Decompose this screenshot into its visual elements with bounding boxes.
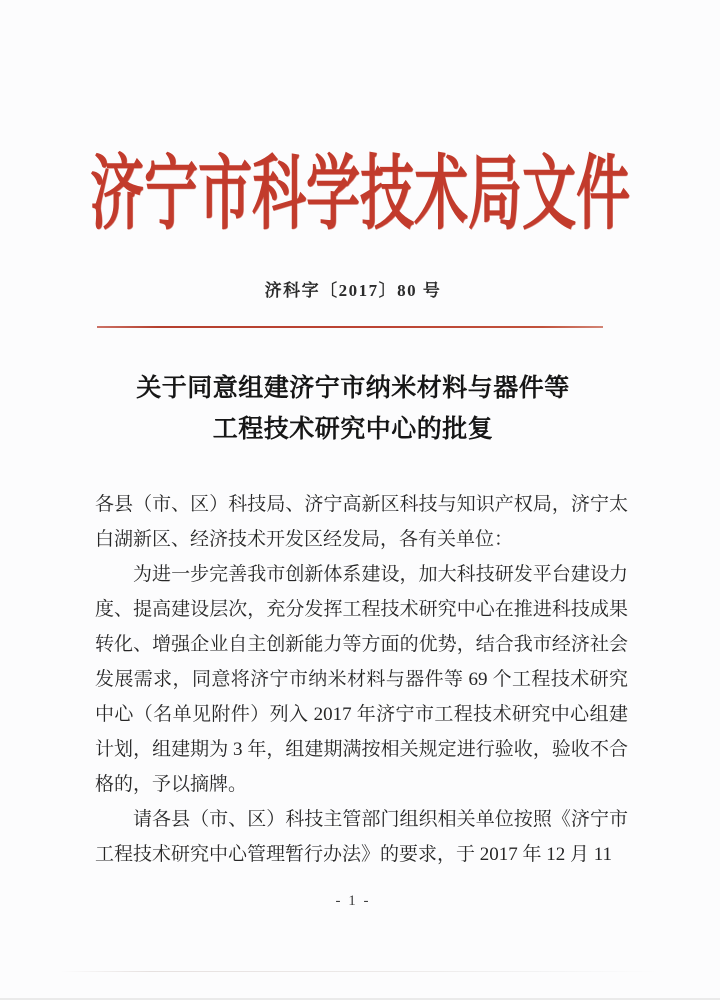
letterhead — [0, 128, 720, 246]
page-number: - 1 - — [335, 893, 371, 909]
scan-artifact-line — [60, 971, 660, 972]
salutation-paragraph: 各县（市、区）科技局、济宁高新区科技与知识产权局，济宁太白湖新区、经济技术开发区经发局，各有关单位： — [95, 494, 628, 550]
document-title-line-1: 关于同意组建济宁市纳米材料与器件等 — [136, 375, 570, 402]
document-body — [95, 487, 628, 872]
document-title-line-2: 工程技术研究中心的批复 — [212, 416, 494, 443]
document-number: 济科字〔2017〕80 号 — [264, 281, 442, 300]
red-divider-line — [97, 326, 603, 328]
body-paragraph-1: 为进一步完善我市创新体系建设，加大科技研发平台建设力度、提高建设层次，充分发挥工程技术研究中心在推进科技成果转化、增强企业自主创新能力等方面的优势，结合我市经济社会发展需求，同意将济宁市纳米材料与器件等 69 个工程技术研究中心（名单见附件）列入 2017 年济宁市工程技术研究中心组建计划，组建期为 3 年，组建期满按相关规定进行验收，验收不合格的，予以摘牌。 — [95, 564, 628, 795]
document-title — [0, 368, 706, 450]
letterhead-title: 济宁市科学技术局文件 — [90, 148, 630, 239]
body-paragraph-2: 请各县（市、区）科技主管部门组织相关单位按照《济宁市工程技术研究中心管理暂行办法》的要求，于 2017 年 12 月 11 — [95, 809, 628, 865]
